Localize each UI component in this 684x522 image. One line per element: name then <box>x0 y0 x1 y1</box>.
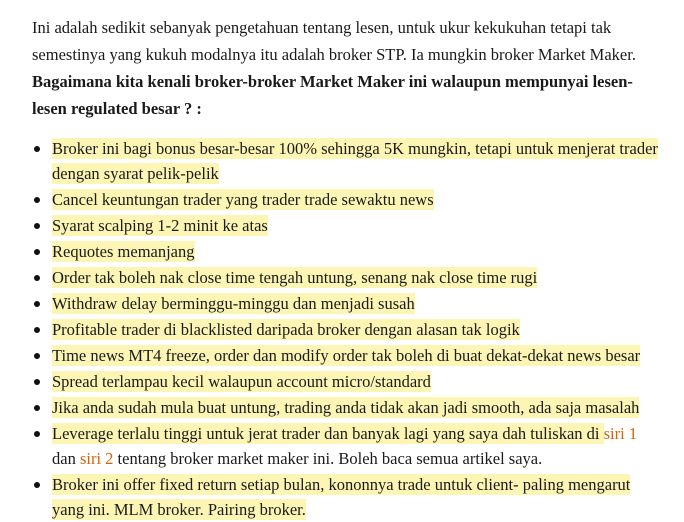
highlighted-text: Spread terlampau kecil walaupun account micro/standard <box>52 372 431 391</box>
list-item <box>32 395 662 420</box>
body-text: dan <box>52 449 80 468</box>
article-link[interactable]: siri 2 <box>79 449 114 468</box>
list-item <box>32 317 662 342</box>
list-item <box>32 472 662 522</box>
list-item <box>32 369 662 394</box>
highlighted-text: Broker ini offer fixed return setiap bulan, kononnya trade untuk client- paling mengarut yang ini. MLM broker. Pairing broker. <box>52 475 631 519</box>
list-item <box>32 421 662 471</box>
list-item <box>32 239 662 264</box>
highlighted-text: Cancel keuntungan trader yang trader trade sewaktu news <box>52 190 434 209</box>
body-text: tentang broker market maker ini. Boleh baca semua artikel saya. <box>113 449 543 468</box>
list-item <box>32 343 662 368</box>
highlighted-text: Profitable trader di blacklisted daripada broker dengan alasan tak logik <box>52 320 520 339</box>
highlighted-text: Withdraw delay berminggu-minggu dan menjadi susah <box>52 294 415 313</box>
highlighted-text: Syarat scalping 1-2 minit ke atas <box>52 216 268 235</box>
highlighted-text: Order tak boleh nak close time tengah untung, senang nak close time rugi <box>52 268 538 287</box>
intro-text: Ini adalah sedikit sebanyak pengetahuan tentang lesen, untuk ukur kekukuhan tetapi tak semestinya yang kukuh modalnya itu adalah broker STP. Ia mungkin broker Market Maker. <box>32 18 636 64</box>
highlighted-text: Time news MT4 freeze, order dan modify order tak boleh di buat dekat-dekat news besar <box>52 346 641 365</box>
market-maker-traits-list <box>32 136 662 522</box>
intro-paragraph <box>32 14 662 122</box>
list-item <box>32 265 662 290</box>
list-item <box>32 213 662 238</box>
highlighted-text: Requotes memanjang <box>52 242 195 261</box>
highlighted-text: Leverage terlalu tinggi untuk jerat trader dan banyak lagi yang saya dah tuliskan di <box>52 424 604 443</box>
list-item <box>32 136 662 186</box>
highlighted-text: Jika anda sudah mula buat untung, trading anda tidak akan jadi smooth, ada saja masalah <box>52 398 640 417</box>
article-link[interactable]: siri 1 <box>603 424 638 443</box>
highlighted-text: Broker ini bagi bonus besar-besar 100% sehingga 5K mungkin, tetapi untuk menjerat trader dengan syarat pelik-pelik <box>52 139 658 183</box>
intro-question: Bagaimana kita kenali broker-broker Market Maker ini walaupun mempunyai lesen-lesen regulated besar ? : <box>32 72 633 118</box>
list-item <box>32 187 662 212</box>
list-item <box>32 291 662 316</box>
